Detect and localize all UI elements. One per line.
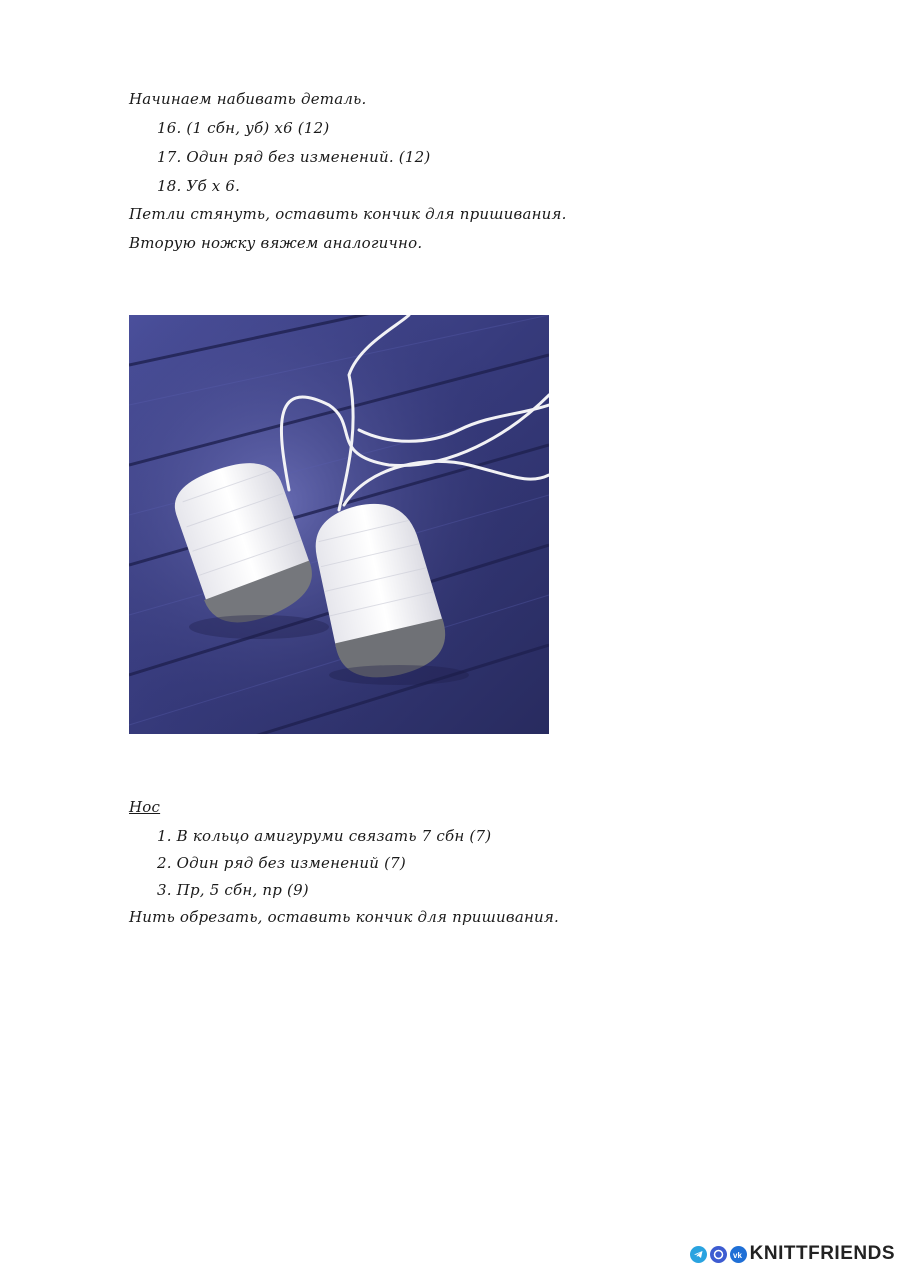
vk-icon [730,1246,747,1263]
telegram-icon [690,1246,707,1263]
svg-text:vk: vk [732,1250,742,1260]
intro-text: Начинаем набивать деталь. [129,90,367,108]
nose-row-2: 2. Один ряд без изменений (7) [157,854,406,872]
nose-row-3: 3. Пр, 5 сбн, пр (9) [157,881,309,899]
viber-icon [710,1246,727,1263]
nose-heading: Нос [129,798,161,816]
finish-text: Петли стянуть, оставить кончик для пришивания. [129,205,567,223]
row-16: 16. (1 сбн, уб) х6 (12) [157,119,330,137]
nose-row-1: 1. В кольцо амигуруми связать 7 сбн (7) [157,827,492,845]
brand-watermark [690,1242,895,1266]
nose-finish-text: Нить обрезать, оставить кончик для пришивания. [129,908,560,926]
brand-name: KNITTFRIENDS [749,1243,895,1264]
row-17: 17. Один ряд без изменений. (12) [157,148,431,166]
second-leg-text: Вторую ножку вяжем аналогично. [129,234,423,252]
legs-photo [129,315,549,734]
row-18: 18. Уб х 6. [157,177,241,195]
